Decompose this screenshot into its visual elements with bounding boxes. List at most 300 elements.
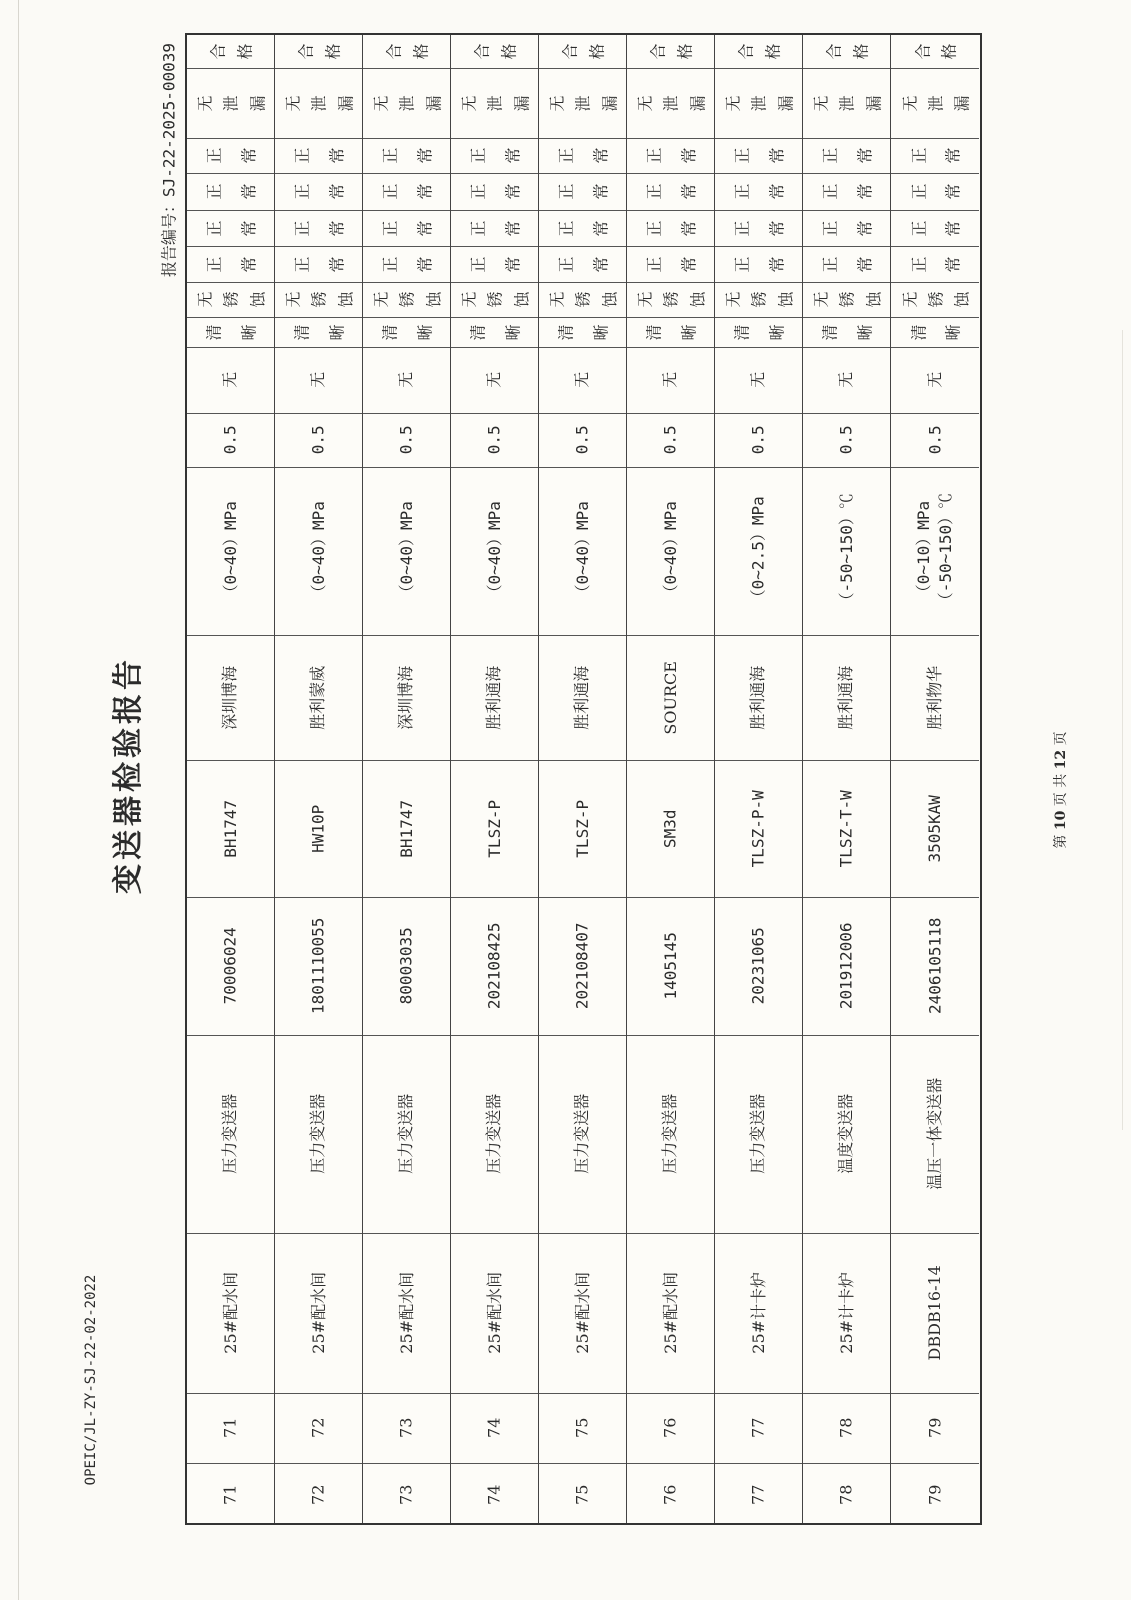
cell-char: 正 [820, 183, 840, 200]
cell-s4 [539, 210, 626, 246]
cell-no [803, 1393, 890, 1463]
cell-text-accuracy: 0.5 [220, 425, 240, 455]
range-line: （-50~150）℃ [836, 493, 856, 609]
cell-char: 无 [195, 94, 215, 112]
cell-location [803, 1233, 890, 1393]
cell-char: 泄 [485, 94, 505, 112]
cell-text-accuracy: 0.5 [660, 425, 680, 455]
cell-s4 [715, 210, 802, 246]
cell-s3 [275, 246, 362, 282]
cell-char: 无 [283, 94, 303, 112]
cell-char: 正 [644, 183, 664, 200]
cell-char: 常 [239, 147, 259, 164]
cell-char: 晰 [503, 323, 523, 341]
cell-result [539, 35, 626, 68]
cell-char: 正 [380, 183, 400, 200]
cell-char: 蚀 [512, 291, 532, 308]
cell-text-model: TLSZ-P [572, 799, 592, 858]
range-line: （0~10）MPa [914, 501, 934, 601]
cell-text-maker: 深圳博海 [396, 665, 416, 730]
cell-model [187, 760, 274, 897]
cell-no [275, 1393, 362, 1463]
cell-text-s3 [292, 253, 347, 276]
report-number: 报告编号：SJ-22-2025-00039 [159, 42, 179, 278]
cell-serial [803, 897, 890, 1035]
scan-edge-line [18, 0, 19, 1600]
cell-text-range [748, 496, 770, 605]
cell-s6 [715, 138, 802, 173]
cell-char: 晰 [239, 323, 259, 341]
cell-device [715, 1035, 802, 1233]
cell-char: 常 [679, 147, 699, 164]
cell-char: 常 [943, 219, 963, 237]
cell-char: 清 [292, 323, 312, 341]
cell-char: 常 [503, 219, 523, 237]
cell-text-result [560, 40, 607, 63]
cell-char: 正 [204, 147, 224, 164]
cell-char: 正 [732, 219, 752, 237]
table-row [451, 35, 539, 1523]
cell-model [715, 760, 802, 897]
cell-s6 [275, 138, 362, 173]
cell-s1 [891, 317, 979, 347]
inspection-table [185, 33, 982, 1525]
cell-location [627, 1233, 714, 1393]
cell-s4 [627, 210, 714, 246]
cell-text-extra: 无 [572, 371, 592, 389]
cell-text-s7 [811, 92, 884, 115]
cell-text-accuracy: 0.5 [308, 425, 328, 455]
cell-text-s3 [644, 253, 699, 276]
table-row [715, 35, 803, 1523]
cell-no [715, 1393, 802, 1463]
cell-s5 [891, 173, 979, 210]
cell-result [715, 35, 802, 68]
cell-s2 [803, 282, 890, 317]
cell-text-extra: 无 [308, 371, 328, 389]
page-total: 12 [1053, 749, 1069, 770]
cell-char: 锈 [485, 291, 505, 308]
cell-char: 常 [327, 255, 347, 273]
cell-char: 格 [851, 43, 871, 60]
cell-char: 晰 [415, 323, 435, 341]
cell-s3 [539, 246, 626, 282]
cell-text-s4 [820, 217, 875, 240]
cell-char: 无 [900, 291, 920, 308]
cell-char: 合 [384, 43, 404, 60]
cell-char: 泄 [837, 94, 857, 112]
cell-text-s2 [900, 288, 972, 311]
cell-s3 [715, 246, 802, 282]
cell-char: 正 [380, 147, 400, 164]
cell-text-result [296, 40, 343, 63]
cell-text-accuracy: 0.5 [836, 425, 856, 455]
cell-text-location: 25#配水间 [396, 1272, 416, 1354]
cell-char: 格 [323, 43, 343, 60]
cell-char: 常 [239, 183, 259, 200]
cell-s2 [891, 282, 979, 317]
cell-char: 常 [943, 255, 963, 273]
cell-text-serial: 201912006 [836, 922, 856, 1010]
cell-text-model: TLSZ-T-W [836, 789, 856, 868]
cell-text-s6 [380, 144, 435, 167]
cell-location [187, 1233, 274, 1393]
cell-text-maker: SOURCE [660, 660, 680, 735]
cell-extra [715, 347, 802, 413]
cell-seq [715, 1463, 802, 1527]
cell-extra [803, 347, 890, 413]
cell-char: 清 [556, 323, 576, 341]
cell-text-location: DBDB16-14 [925, 1265, 945, 1361]
cell-accuracy [275, 413, 362, 467]
cell-char: 正 [732, 255, 752, 273]
cell-text-s4 [732, 217, 787, 240]
cell-char: 无 [195, 291, 215, 308]
cell-s5 [627, 173, 714, 210]
cell-text-s4 [644, 217, 699, 240]
cell-char: 格 [235, 43, 255, 60]
cell-text-seq: 77 [748, 1484, 768, 1506]
cell-seq [187, 1463, 274, 1527]
cell-s3 [363, 246, 450, 282]
range-line: （0~40）MPa [220, 501, 240, 601]
cell-char: 格 [587, 43, 607, 60]
cell-char: 无 [459, 94, 479, 112]
cell-text-accuracy: 0.5 [484, 425, 504, 455]
cell-char: 常 [591, 147, 611, 164]
cell-char: 正 [468, 183, 488, 200]
cell-result [803, 35, 890, 68]
cell-serial [539, 897, 626, 1035]
cell-text-result [736, 40, 783, 63]
cell-text-extra: 无 [220, 371, 240, 389]
cell-text-range [484, 501, 506, 600]
cell-char: 正 [468, 219, 488, 237]
cell-char: 格 [763, 43, 783, 60]
cell-text-seq: 75 [572, 1484, 592, 1506]
cell-text-s6 [204, 144, 259, 167]
cell-maker [627, 635, 714, 760]
cell-text-seq: 76 [660, 1484, 680, 1506]
cell-seq [539, 1463, 626, 1527]
range-line: （-50~150）℃ [936, 493, 955, 609]
cell-char: 漏 [600, 94, 620, 112]
cell-serial [451, 897, 538, 1035]
cell-text-location: 25#计卡炉 [836, 1272, 856, 1354]
cell-location [363, 1233, 450, 1393]
cell-text-s4 [556, 217, 611, 240]
cell-text-no: 74 [484, 1417, 504, 1439]
cell-text-s4 [204, 217, 259, 240]
cell-text-result [824, 40, 871, 63]
cell-char: 无 [900, 94, 920, 112]
cell-s5 [539, 173, 626, 210]
cell-char: 常 [855, 255, 875, 273]
cell-text-result [472, 40, 519, 63]
cell-text-result [208, 40, 255, 63]
cell-result [451, 35, 538, 68]
cell-char: 晰 [767, 323, 787, 341]
cell-text-s7 [371, 92, 444, 115]
cell-s2 [715, 282, 802, 317]
cell-char: 合 [736, 43, 756, 60]
cell-accuracy [187, 413, 274, 467]
cell-text-result [384, 40, 431, 63]
cell-text-s1 [820, 321, 875, 344]
cell-s2 [451, 282, 538, 317]
cell-text-s3 [732, 253, 787, 276]
cell-accuracy [715, 413, 802, 467]
cell-seq [627, 1463, 714, 1527]
cell-text-accuracy: 0.5 [925, 425, 945, 455]
cell-s3 [187, 246, 274, 282]
cell-serial [715, 897, 802, 1035]
page-title: 变送器检验报告 [111, 656, 146, 894]
cell-char: 泄 [309, 94, 329, 112]
cell-char: 无 [283, 291, 303, 308]
cell-char: 常 [327, 219, 347, 237]
cell-text-seq: 79 [925, 1484, 945, 1506]
cell-s2 [627, 282, 714, 317]
cell-model [627, 760, 714, 897]
cell-char: 正 [204, 219, 224, 237]
cell-text-s3 [468, 253, 523, 276]
cell-s2 [363, 282, 450, 317]
cell-text-s2 [283, 288, 356, 311]
cell-text-model: BH1747 [396, 799, 416, 858]
cell-text-accuracy: 0.5 [748, 425, 768, 455]
cell-char: 常 [679, 219, 699, 237]
cell-char: 正 [292, 183, 312, 200]
cell-no [451, 1393, 538, 1463]
cell-char: 常 [855, 183, 875, 200]
cell-text-no: 73 [396, 1417, 416, 1439]
cell-s4 [363, 210, 450, 246]
cell-char: 正 [292, 147, 312, 164]
cell-s2 [187, 282, 274, 317]
cell-text-s7 [283, 92, 356, 115]
cell-text-accuracy: 0.5 [572, 425, 592, 455]
cell-char: 常 [767, 219, 787, 237]
cell-char: 正 [468, 255, 488, 273]
cell-text-seq: 73 [396, 1484, 416, 1506]
cell-text-s4 [292, 217, 347, 240]
cell-no [539, 1393, 626, 1463]
cell-result [187, 35, 274, 68]
cell-accuracy [803, 413, 890, 467]
table-row [891, 35, 979, 1523]
cell-text-s5 [292, 180, 347, 203]
cell-char: 泄 [926, 94, 946, 112]
cell-s6 [363, 138, 450, 173]
cell-text-range [396, 501, 418, 600]
cell-char: 常 [415, 183, 435, 200]
cell-seq [363, 1463, 450, 1527]
cell-char: 漏 [776, 94, 796, 112]
cell-char: 蚀 [424, 291, 444, 308]
cell-text-device: 压力变送器 [220, 1093, 240, 1175]
cell-extra [627, 347, 714, 413]
cell-range [451, 467, 538, 635]
cell-text-serial: 202108407 [572, 922, 592, 1010]
cell-text-s7 [723, 92, 796, 115]
cell-char: 无 [635, 94, 655, 112]
cell-char: 无 [811, 94, 831, 112]
cell-maker [187, 635, 274, 760]
page-prefix: 第 [1053, 834, 1069, 849]
cell-char: 格 [411, 43, 431, 60]
range-line: （0~40）MPa [484, 501, 504, 601]
cell-char: 晰 [943, 323, 963, 341]
cell-char: 正 [468, 147, 488, 164]
cell-char: 常 [767, 255, 787, 273]
cell-text-s5 [644, 180, 699, 203]
cell-seq [891, 1463, 979, 1527]
cell-range [627, 467, 714, 635]
cell-text-s1 [292, 321, 347, 344]
cell-range [803, 467, 890, 635]
cell-char: 正 [380, 255, 400, 273]
cell-text-model: 3505KAW [925, 794, 945, 863]
cell-accuracy [891, 413, 979, 467]
cell-s5 [715, 173, 802, 210]
cell-char: 格 [499, 43, 519, 60]
cell-text-location: 25#计卡炉 [748, 1272, 768, 1354]
cell-text-s7 [547, 92, 620, 115]
cell-char: 无 [371, 94, 391, 112]
cell-extra [275, 347, 362, 413]
cell-text-s5 [556, 180, 611, 203]
cell-char: 常 [591, 255, 611, 273]
cell-char: 常 [591, 219, 611, 237]
cell-text-s7 [459, 92, 532, 115]
cell-text-model: SM3d [660, 809, 680, 848]
cell-location [451, 1233, 538, 1393]
cell-char: 漏 [512, 94, 532, 112]
cell-text-s7 [900, 92, 972, 115]
cell-extra [891, 347, 979, 413]
cell-text-result [913, 40, 959, 63]
cell-accuracy [539, 413, 626, 467]
cell-accuracy [451, 413, 538, 467]
cell-s5 [275, 173, 362, 210]
cell-text-serial: 202108425 [484, 922, 504, 1010]
cell-text-maker: 胜利物华 [925, 665, 945, 730]
cell-char: 正 [556, 147, 576, 164]
cell-no [891, 1393, 979, 1463]
cell-s7 [275, 68, 362, 138]
table-row [275, 35, 363, 1523]
cell-char: 漏 [688, 94, 708, 112]
range-line: （0~40）MPa [396, 501, 416, 601]
cell-model [363, 760, 450, 897]
cell-text-s6 [820, 144, 875, 167]
cell-s7 [363, 68, 450, 138]
cell-char: 正 [204, 255, 224, 273]
cell-char: 正 [732, 183, 752, 200]
cell-text-no: 75 [572, 1417, 592, 1439]
cell-text-s1 [380, 321, 435, 344]
cell-char: 蚀 [688, 291, 708, 308]
cell-text-serial: 1801110055 [308, 917, 328, 1015]
cell-char: 锈 [837, 291, 857, 308]
cell-char: 合 [913, 43, 933, 60]
cell-extra [451, 347, 538, 413]
cell-text-s6 [292, 144, 347, 167]
cell-text-seq: 71 [220, 1484, 240, 1506]
cell-s7 [803, 68, 890, 138]
range-line: （0~40）MPa [660, 501, 680, 601]
cell-text-s6 [468, 144, 523, 167]
cell-text-serial: 2406105118 [925, 917, 945, 1015]
cell-text-no: 77 [748, 1417, 768, 1439]
cell-model [275, 760, 362, 897]
cell-char: 格 [939, 43, 959, 60]
cell-model [539, 760, 626, 897]
cell-char: 锈 [573, 291, 593, 308]
cell-char: 正 [556, 255, 576, 273]
cell-text-range [660, 501, 682, 600]
cell-text-s3 [820, 253, 875, 276]
cell-seq [803, 1463, 890, 1527]
cell-text-s7 [635, 92, 708, 115]
table-row [627, 35, 715, 1523]
cell-text-s2 [723, 288, 796, 311]
cell-char: 清 [732, 323, 752, 341]
cell-text-device: 压力变送器 [308, 1093, 328, 1175]
cell-serial [891, 897, 979, 1035]
cell-char: 漏 [424, 94, 444, 112]
cell-s1 [627, 317, 714, 347]
cell-text-s3 [909, 253, 963, 276]
cell-text-device: 压力变送器 [396, 1093, 416, 1175]
cell-char: 漏 [336, 94, 356, 112]
cell-device [627, 1035, 714, 1233]
cell-text-extra: 无 [836, 371, 856, 389]
cell-char: 晰 [679, 323, 699, 341]
cell-location [275, 1233, 362, 1393]
cell-s4 [891, 210, 979, 246]
cell-text-s3 [380, 253, 435, 276]
cell-s5 [451, 173, 538, 210]
cell-text-range [913, 493, 956, 608]
cell-char: 晰 [591, 323, 611, 341]
cell-text-range [572, 501, 594, 600]
cell-text-s5 [380, 180, 435, 203]
cell-text-serial: 20231065 [748, 927, 768, 1005]
cell-char: 常 [943, 183, 963, 200]
cell-char: 漏 [952, 94, 972, 112]
cell-char: 正 [644, 255, 664, 273]
cell-text-s3 [556, 253, 611, 276]
cell-no [627, 1393, 714, 1463]
page-middle: 页 共 [1053, 773, 1069, 807]
cell-text-s1 [204, 321, 259, 344]
cell-location [539, 1233, 626, 1393]
cell-text-extra: 无 [925, 371, 945, 389]
cell-range [363, 467, 450, 635]
cell-char: 常 [767, 183, 787, 200]
table-row [363, 35, 451, 1523]
cell-char: 清 [204, 323, 224, 341]
cell-no [363, 1393, 450, 1463]
cell-text-seq: 72 [308, 1484, 328, 1506]
cell-char: 正 [820, 255, 840, 273]
cell-text-location: 25#配水间 [308, 1272, 328, 1354]
cell-range [891, 467, 979, 635]
cell-char: 清 [820, 323, 840, 341]
cell-text-device: 压力变送器 [572, 1093, 592, 1175]
